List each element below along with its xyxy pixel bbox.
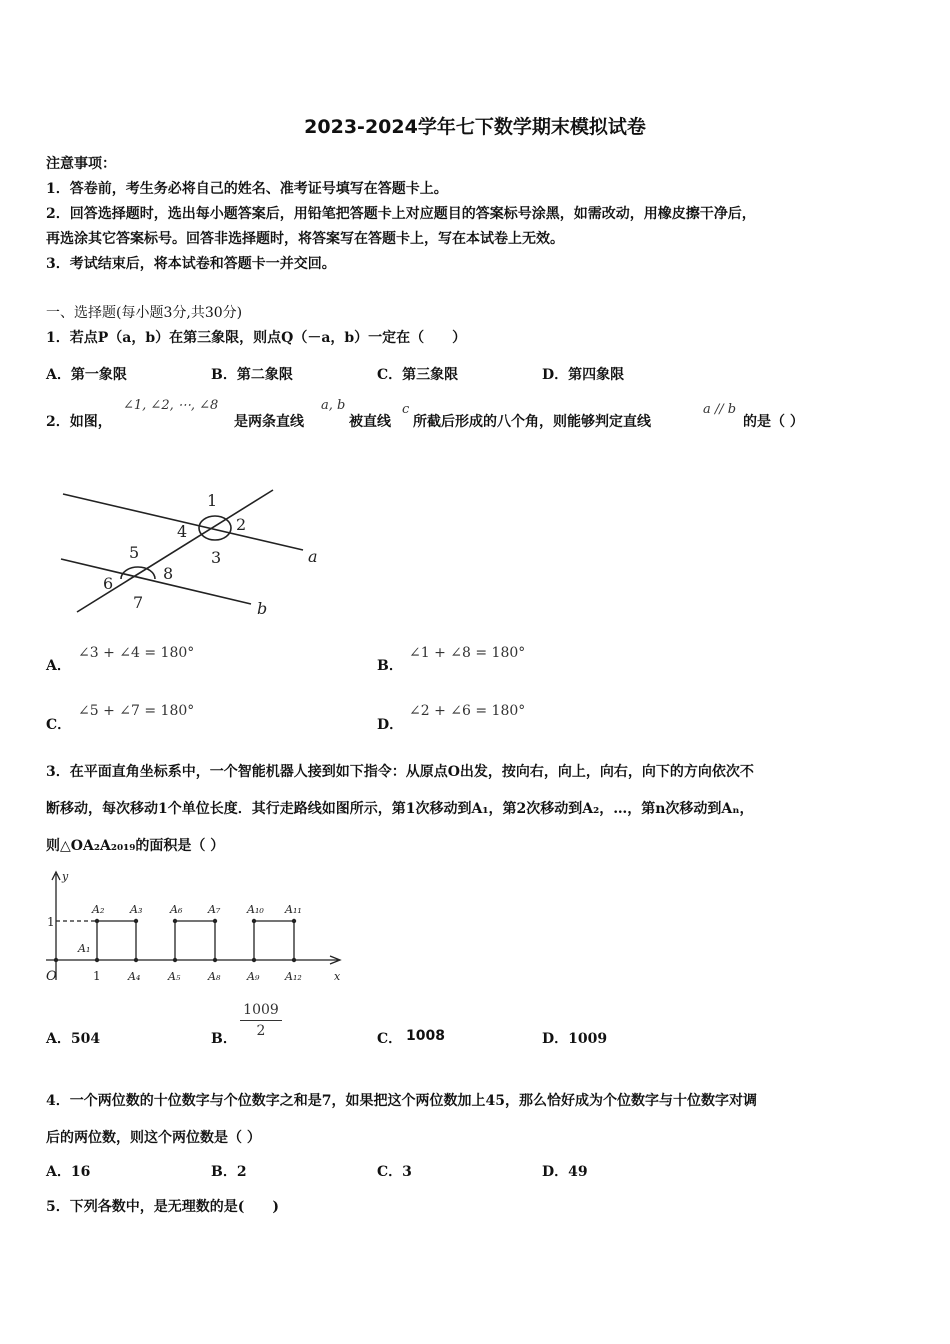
axis-label-y: y <box>62 870 69 883</box>
question-2-stem-part5: 的是（ ） <box>743 414 804 430</box>
question-1-stem: 1．若点P（a，b）在第三象限，则点Q（－a，b）一定在（ ） <box>46 330 467 346</box>
notice-item-1: 1．答卷前，考生务必将自己的姓名、准考证号填写在答题卡上。 <box>46 181 448 197</box>
angle-arc-top <box>199 516 231 540</box>
question-3-line-1: 3．在平面直角坐标系中，一个智能机器人接到如下指令：从原点O出发，按向右，向上，向右，向下的方向依次不 <box>46 764 754 780</box>
y-tick-1: 1 <box>47 915 55 929</box>
question-3-line-3: 则△OA₂A₂₀₁₉的面积是（ ） <box>46 838 225 854</box>
point-label-a7: A₇ <box>208 903 221 916</box>
q2-line-c-math: c <box>402 402 410 417</box>
q4-option-c: C．3 <box>377 1164 412 1180</box>
q2-option-d: ∠2 + ∠6 = 180° <box>409 703 526 719</box>
q2-option-b: ∠1 + ∠8 = 180° <box>409 645 526 661</box>
question-2-stem-part1: 2．如图， <box>46 414 112 430</box>
q2-parallel-lines-figure <box>55 482 335 622</box>
q1-option-d: D．第四象限 <box>542 367 625 383</box>
q1-option-a: A．第一象限 <box>46 367 127 383</box>
path-square-1 <box>97 921 136 960</box>
path-square-3 <box>254 921 294 960</box>
question-5-stem: 5．下列各数中，是无理数的是( ) <box>46 1199 279 1215</box>
question-2-stem-part4: 所截后形成的八个角，则能够判定直线 <box>413 414 651 430</box>
question-3-line-2: 断移动，每次移动1个单位长度．其行走路线如图所示，第1次移动到A₁，第2次移动到A₂，…，第n次移动到Aₙ， <box>46 801 754 817</box>
point-label-a6: A₆ <box>170 903 183 916</box>
line-a-label: a <box>308 547 318 566</box>
line-b-label: b <box>257 599 268 618</box>
q2-option-a-label: A． <box>46 658 71 674</box>
q3-option-b-label: B． <box>211 1031 237 1047</box>
q2-parallel-math: a // b <box>703 402 737 417</box>
q2-lines-math: a, b <box>321 398 346 413</box>
q3-option-c: 1008 <box>406 1028 445 1044</box>
notice-heading: 注意事项： <box>46 156 116 172</box>
angle-label-4: 4 <box>177 522 188 541</box>
point-label-a3: A₃ <box>130 903 143 916</box>
angle-label-2: 2 <box>236 515 247 534</box>
section-heading: 一、选择题(每小题3分,共30分) <box>46 305 243 321</box>
point-label-a10: A₁₀ <box>247 903 264 916</box>
notice-item-2: 2．回答选择题时，选出每小题答案后，用铅笔把答题卡上对应题目的答案标号涂黑，如需改动，用橡皮擦干净后， <box>46 206 756 222</box>
axis-label-x: x <box>334 970 341 983</box>
angle-label-7: 7 <box>133 593 144 612</box>
fraction-numerator: 1009 <box>243 1002 279 1018</box>
point-label-a9: A₉ <box>247 970 260 983</box>
fraction-denominator: 2 <box>256 1023 266 1039</box>
question-2-stem-part3: 被直线 <box>349 414 391 430</box>
q4-option-d: D．49 <box>542 1164 588 1180</box>
origin-label: O <box>46 969 57 984</box>
point-label-a2: A₂ <box>92 903 105 916</box>
question-4-line-2: 后的两位数，则这个两位数是（ ） <box>46 1130 261 1146</box>
question-2-stem-part2: 是两条直线 <box>234 414 304 430</box>
q2-option-d-label: D． <box>377 717 404 733</box>
line-b <box>61 559 251 604</box>
notice-item-2-cont: 再选涂其它答案标号。回答非选择题时，将答案写在答题卡上，写在本试卷上无效。 <box>46 231 564 247</box>
angle-label-8: 8 <box>163 564 174 583</box>
q3-option-d: D．1009 <box>542 1031 608 1047</box>
q2-option-b-label: B． <box>377 658 403 674</box>
point-label-a12: A₁₂ <box>285 970 302 983</box>
line-c <box>77 490 273 612</box>
angle-label-1: 1 <box>207 491 218 510</box>
q4-option-a: A．16 <box>46 1164 91 1180</box>
notice-item-3: 3．考试结束后，将本试卷和答题卡一并交回。 <box>46 256 336 272</box>
point-label-a1: A₁ <box>78 942 91 955</box>
q3-option-c-label: C． <box>377 1031 403 1047</box>
q1-option-b: B．第二象限 <box>211 367 293 383</box>
angle-label-5: 5 <box>129 543 140 562</box>
q4-option-b: B．2 <box>211 1164 247 1180</box>
point-label-a4: A₄ <box>128 970 141 983</box>
q2-option-c: ∠5 + ∠7 = 180° <box>78 703 195 719</box>
q2-option-a: ∠3 + ∠4 = 180° <box>78 645 195 661</box>
path-square-2 <box>175 921 215 960</box>
question-4-line-1: 4．一个两位数的十位数字与个位数字之和是7，如果把这个两位数加上45，那么恰好成为个位数字与十位数字对调 <box>46 1093 757 1109</box>
q3-option-b-fraction <box>240 1002 282 1039</box>
x-tick-1: 1 <box>93 969 101 983</box>
q2-angles-math: ∠1, ∠2, ⋯, ∠8 <box>123 398 219 413</box>
fraction-bar <box>240 1020 282 1021</box>
q3-option-a: A．504 <box>46 1031 101 1047</box>
q2-option-c-label: C． <box>46 717 72 733</box>
point-label-a11: A₁₁ <box>285 903 302 916</box>
q3-robot-path-figure <box>40 868 350 990</box>
angle-label-3: 3 <box>211 548 222 567</box>
q1-option-c: C．第三象限 <box>377 367 459 383</box>
angle-label-6: 6 <box>103 574 114 593</box>
point-label-a8: A₈ <box>208 970 221 983</box>
page-title: 2023-2024学年七下数学期末模拟试卷 <box>304 116 646 138</box>
point-label-a5: A₅ <box>168 970 181 983</box>
